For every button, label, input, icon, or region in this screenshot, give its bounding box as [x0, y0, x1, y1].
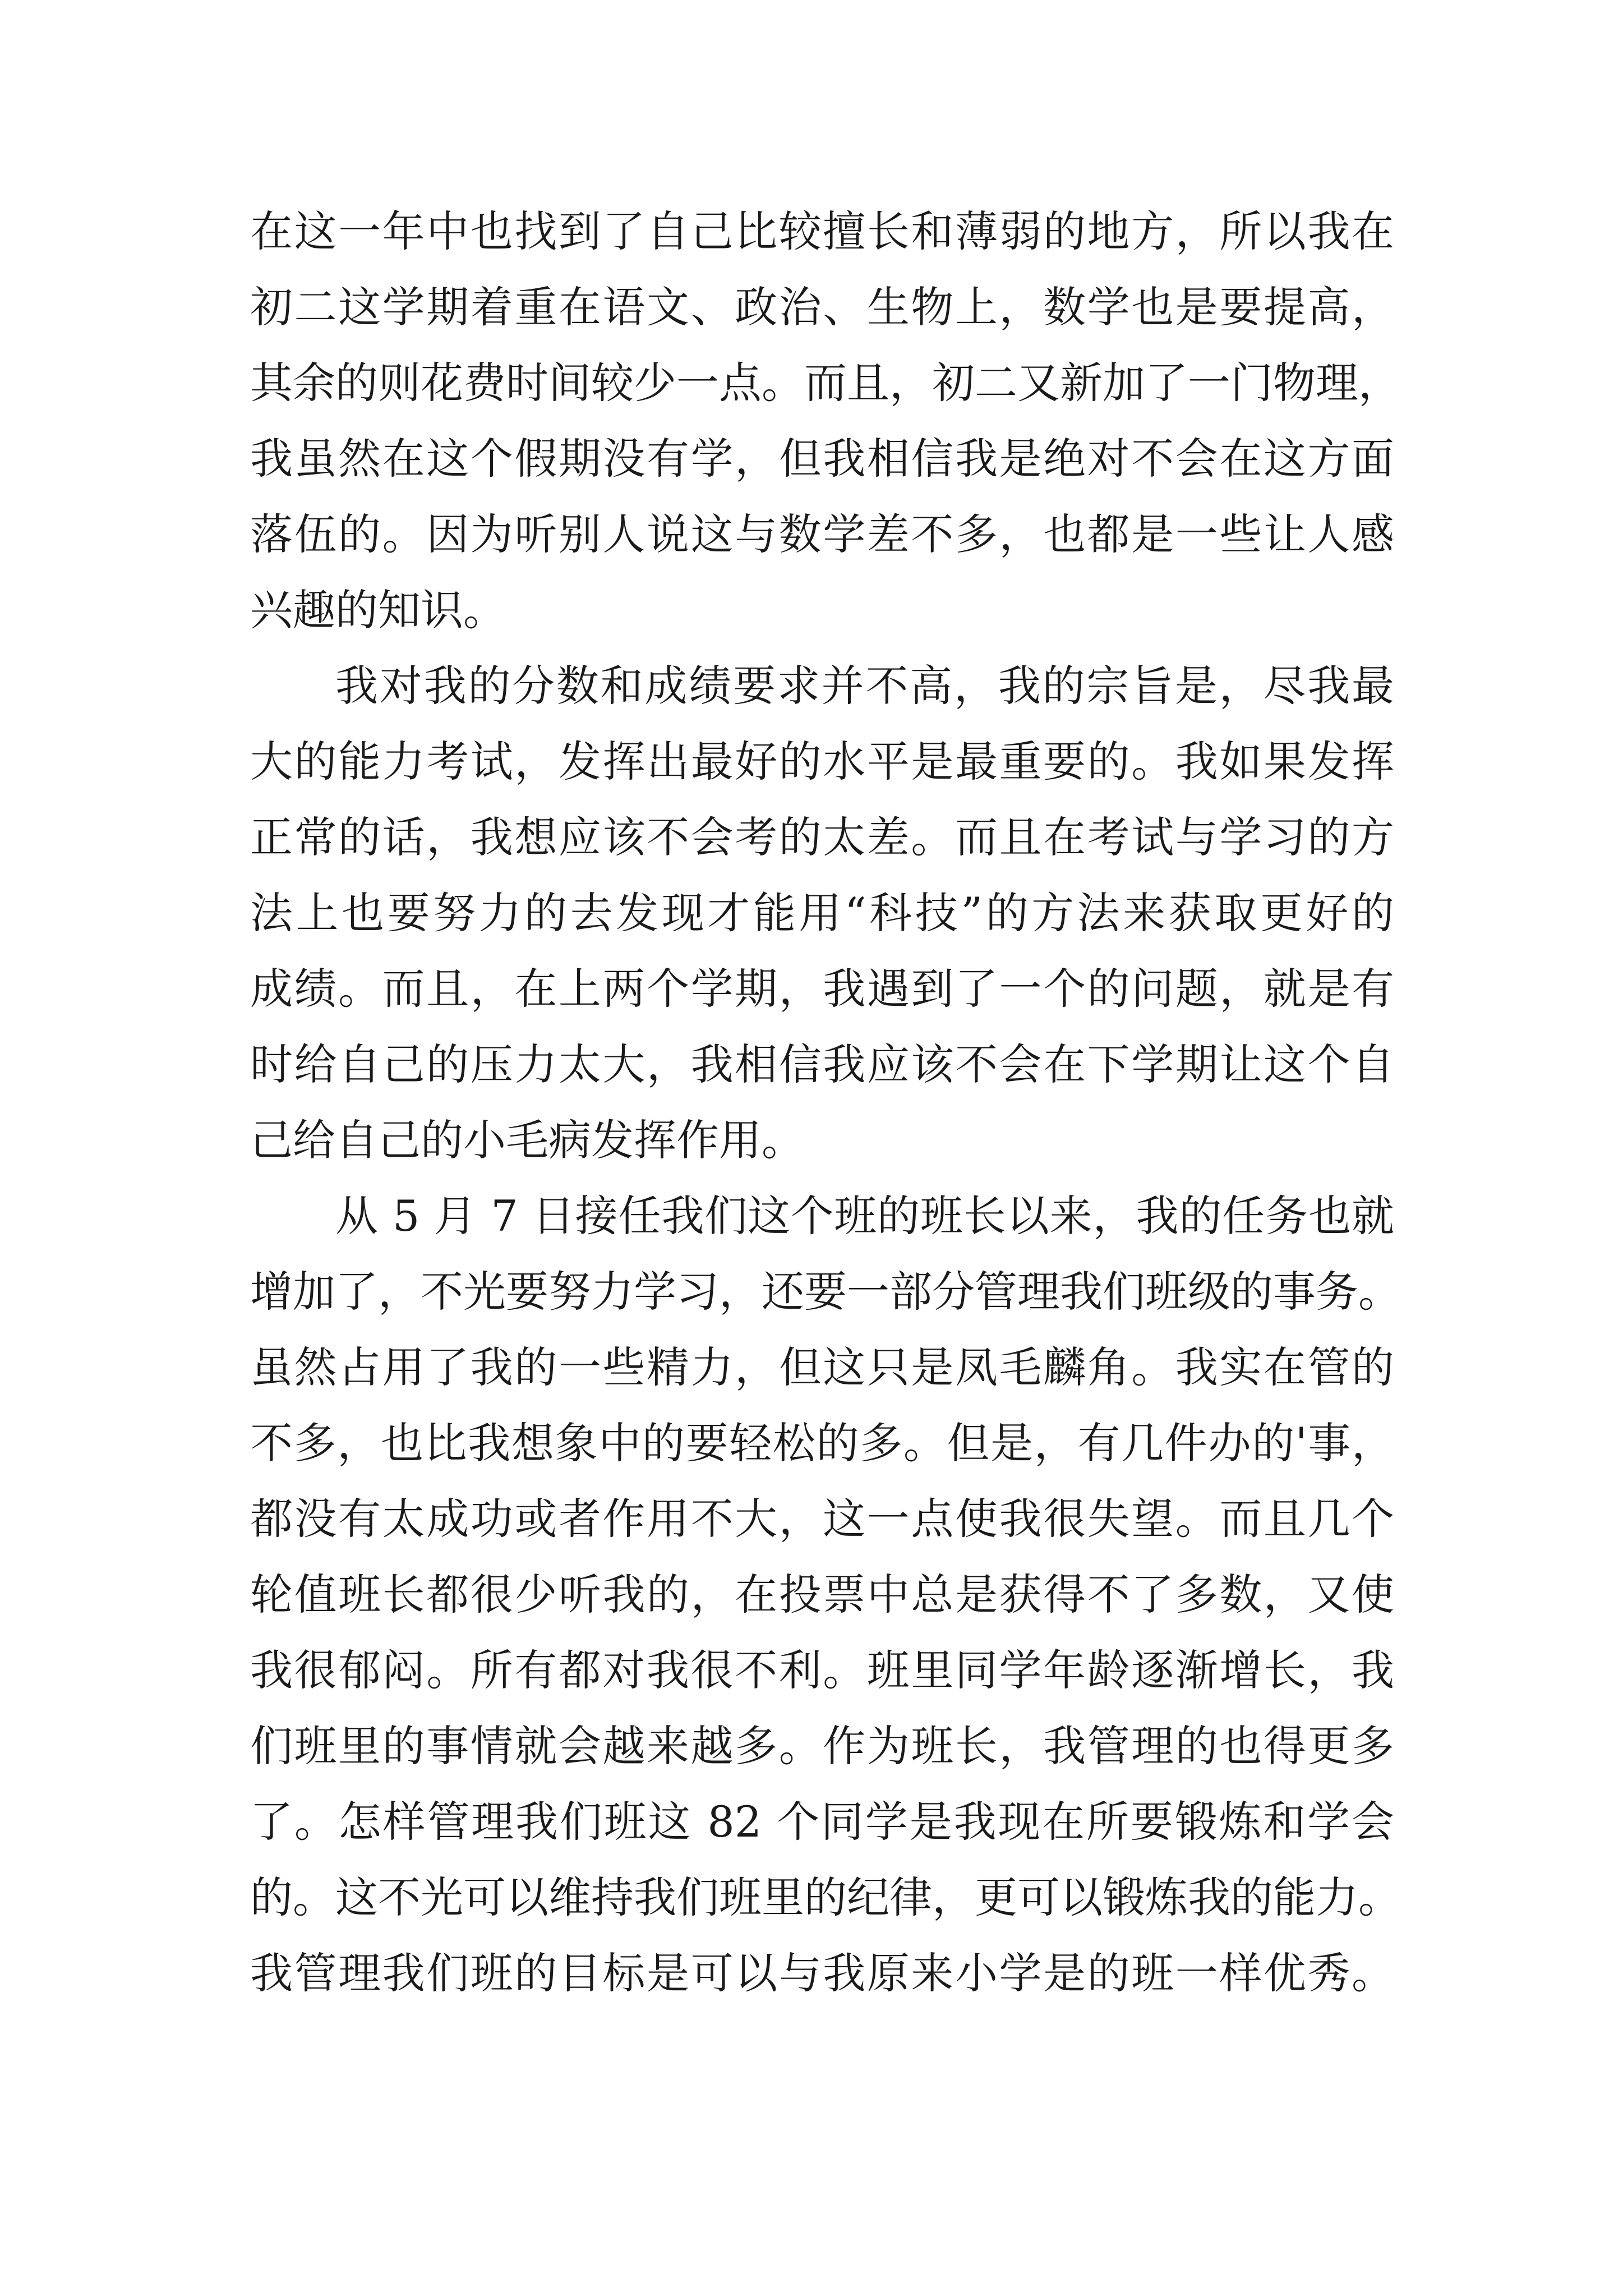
text-line: 法上也要努力的去发现才能用“科技”的方法来获取更好的	[250, 888, 1394, 938]
text-line: 我虽然在这个假期没有学，但我相信我是绝对不会在这方面	[250, 434, 1394, 484]
paragraph-3	[250, 1178, 1401, 2011]
text-line: 成绩。而且，在上两个学期，我遇到了一个的问题，就是有	[250, 964, 1394, 1014]
paragraph-1	[250, 194, 1401, 648]
text-line: 我很郁闷。所有都对我很不利。班里同学年龄逐渐增长，我	[250, 1645, 1394, 1695]
text-line: 从 5 月 7 日接任我们这个班的班长以来，我的任务也就	[335, 1191, 1394, 1241]
text-line: 我对我的分数和成绩要求并不高，我的宗旨是，尽我最	[335, 661, 1394, 711]
text-line: 初二这学期着重在语文、政治、生物上，数学也是要提高，	[250, 282, 1394, 332]
text-line: 在这一年中也找到了自己比较擅长和薄弱的地方，所以我在	[250, 206, 1394, 256]
text-line: 不多，也比我想象中的要轻松的多。但是，有几件办的'事，	[250, 1418, 1394, 1468]
text-line: 虽然占用了我的一些精力，但这只是凤毛麟角。我实在管的	[250, 1342, 1394, 1392]
text-line: 其余的则花费时间较少一点。而且，初二又新加了一门物理，	[250, 358, 1401, 408]
text-line: 我管理我们班的目标是可以与我原来小学是的班一样优秀。	[250, 1948, 1394, 1998]
text-line: 轮值班长都很少听我的，在投票中总是获得不了多数，又使	[250, 1570, 1394, 1619]
text-line: 都没有太成功或者作用不大，这一点使我很失望。而且几个	[250, 1494, 1394, 1544]
text-line: 增加了，不光要努力学习，还要一部分管理我们班级的事务。	[250, 1267, 1401, 1317]
text-line: 大的能力考试，发挥出最好的水平是最重要的。我如果发挥	[250, 737, 1394, 786]
document-body	[250, 194, 1401, 2011]
text-line: 的。这不光可以维持我们班里的纪律，更可以锻炼我的能力。	[250, 1872, 1401, 1922]
paragraph-2	[250, 648, 1394, 1178]
text-line: 正常的话，我想应该不会考的太差。而且在考试与学习的方	[250, 812, 1394, 862]
text-line: 己给自己的小毛病发挥作用。	[250, 1115, 804, 1165]
text-line: 落伍的。因为听别人说这与数学差不多，也都是一些让人感	[250, 509, 1394, 559]
text-line: 时给自己的压力太大，我相信我应该不会在下学期让这个自	[250, 1039, 1394, 1089]
text-line: 兴趣的知识。	[250, 585, 506, 635]
text-line: 了。怎样管理我们班这 82 个同学是我现在所要锻炼和学会	[250, 1797, 1394, 1847]
text-line: 们班里的事情就会越来越多。作为班长，我管理的也得更多	[250, 1721, 1394, 1771]
